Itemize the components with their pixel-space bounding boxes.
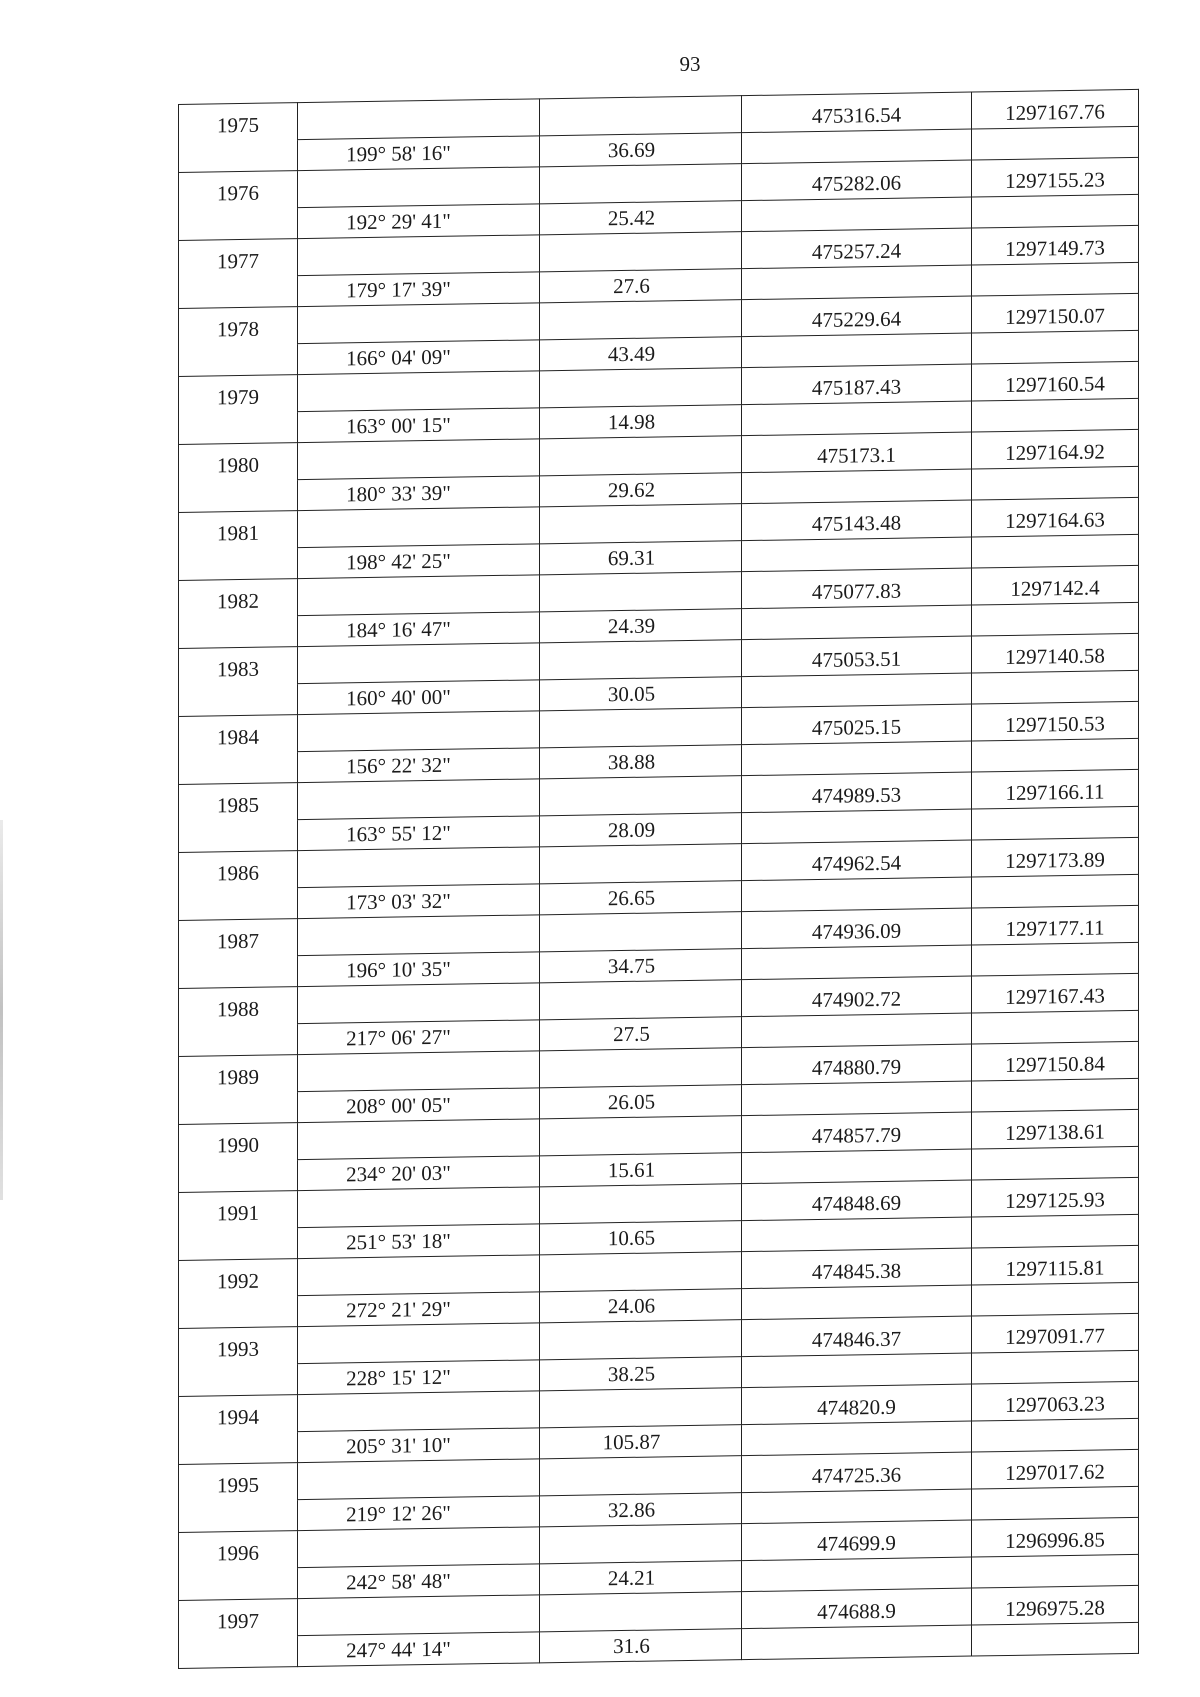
bearing-value: 166° 04' 09" [298,340,540,375]
station-id: 1988 [179,987,298,1026]
empty-cell [298,167,540,208]
station-id: 1993 [179,1327,298,1366]
empty-cell [179,208,298,241]
empty-cell [742,1285,972,1320]
empty-cell [540,164,742,204]
bearing-value: 251° 53' 18" [298,1224,540,1259]
distance-value: 105.87 [540,1425,742,1459]
empty-cell [540,1524,742,1564]
easting-value: 1297150.53 [972,701,1139,741]
empty-cell [540,1116,742,1156]
empty-cell [540,912,742,952]
empty-cell [179,956,298,989]
traverse-table [178,89,1139,1669]
empty-cell [298,1459,540,1500]
northing-value: 474845.38 [742,1248,972,1289]
bearing-value: 160° 40' 00" [298,680,540,715]
bearing-value: 163° 55' 12" [298,816,540,851]
empty-cell [742,537,972,572]
empty-cell [179,480,298,513]
station-id: 1991 [179,1191,298,1230]
empty-cell [540,504,742,544]
distance-value: 26.65 [540,881,742,915]
station-id: 1992 [179,1259,298,1298]
empty-cell [298,1595,540,1636]
distance-value: 14.98 [540,405,742,439]
northing-value: 475053.51 [742,636,972,677]
empty-cell [972,602,1139,636]
northing-value: 474989.53 [742,772,972,813]
bearing-value: 205° 31' 10" [298,1428,540,1463]
empty-cell [298,235,540,276]
empty-cell [540,1388,742,1428]
empty-cell [972,398,1139,432]
distance-value: 29.62 [540,473,742,507]
bearing-value: 228° 15' 12" [298,1360,540,1395]
bearing-value: 219° 12' 26" [298,1496,540,1531]
scan-shadow [0,820,3,1200]
empty-cell [179,548,298,581]
empty-cell [179,276,298,309]
bearing-value: 234° 20' 03" [298,1156,540,1191]
distance-value: 27.6 [540,269,742,303]
empty-cell [742,605,972,640]
easting-value: 1297150.84 [972,1041,1139,1081]
empty-cell [540,1252,742,1292]
bearing-value: 184° 16' 47" [298,612,540,647]
easting-value: 1297142.4 [972,565,1139,605]
bearing-value: 173° 03' 32" [298,884,540,919]
empty-cell [540,436,742,476]
empty-cell [972,534,1139,568]
empty-cell [972,1622,1139,1656]
empty-cell [298,439,540,480]
station-id: 1985 [179,783,298,822]
easting-value: 1297017.62 [972,1449,1139,1489]
distance-value: 26.05 [540,1085,742,1119]
bearing-value: 163° 00' 15" [298,408,540,443]
empty-cell [972,874,1139,908]
easting-value: 1296996.85 [972,1517,1139,1557]
empty-cell [179,1024,298,1057]
empty-cell [972,1078,1139,1112]
empty-cell [540,1048,742,1088]
easting-value: 1297164.63 [972,497,1139,537]
empty-cell [298,915,540,956]
easting-value: 1297140.58 [972,633,1139,673]
empty-cell [179,820,298,853]
empty-cell [972,330,1139,364]
distance-value: 69.31 [540,541,742,575]
empty-cell [179,344,298,377]
station-id: 1977 [179,239,298,278]
empty-cell [972,126,1139,160]
distance-value: 43.49 [540,337,742,371]
easting-value: 1297167.43 [972,973,1139,1013]
northing-value: 475143.48 [742,500,972,541]
empty-cell [742,741,972,776]
empty-cell [298,779,540,820]
empty-cell [742,1625,972,1660]
easting-value: 1297155.23 [972,157,1139,197]
page-number: 93 [679,52,701,76]
northing-value: 474846.37 [742,1316,972,1357]
easting-value: 1297125.93 [972,1177,1139,1217]
empty-cell [540,708,742,748]
distance-value: 24.06 [540,1289,742,1323]
empty-cell [742,469,972,504]
empty-cell [179,684,298,717]
empty-cell [298,1391,540,1432]
distance-value: 24.39 [540,609,742,643]
easting-value: 1297177.11 [972,905,1139,945]
northing-value: 474848.69 [742,1180,972,1221]
distance-value: 27.5 [540,1017,742,1051]
empty-cell [298,99,540,140]
empty-cell [742,197,972,232]
northing-value: 474880.79 [742,1044,972,1085]
bearing-value: 208° 00' 05" [298,1088,540,1123]
distance-value: 38.88 [540,745,742,779]
station-id: 1996 [179,1531,298,1570]
empty-cell [742,333,972,368]
distance-value: 30.05 [540,677,742,711]
easting-value: 1297166.11 [972,769,1139,809]
empty-cell [179,1364,298,1397]
empty-cell [298,1255,540,1296]
northing-value: 475187.43 [742,364,972,405]
bearing-value: 199° 58' 16" [298,136,540,171]
station-id: 1990 [179,1123,298,1162]
traverse-body [179,89,1139,1668]
empty-cell [972,1146,1139,1180]
northing-value: 474699.9 [742,1520,972,1561]
northing-value: 475282.06 [742,160,972,201]
empty-cell [179,888,298,921]
northing-value: 474962.54 [742,840,972,881]
easting-value: 1296975.28 [972,1585,1139,1625]
easting-value: 1297173.89 [972,837,1139,877]
easting-value: 1297115.81 [972,1245,1139,1285]
bearing-value: 242° 58' 48" [298,1564,540,1599]
empty-cell [742,1421,972,1456]
northing-value: 475316.54 [742,92,972,133]
station-id: 1997 [179,1599,298,1638]
empty-cell [742,1149,972,1184]
distance-value: 15.61 [540,1153,742,1187]
empty-cell [972,806,1139,840]
empty-cell [179,412,298,445]
easting-value: 1297164.92 [972,429,1139,469]
empty-cell [972,1282,1139,1316]
empty-cell [540,1456,742,1496]
empty-cell [179,1296,298,1329]
empty-cell [298,847,540,888]
empty-cell [540,300,742,340]
empty-cell [540,844,742,884]
empty-cell [298,1119,540,1160]
empty-cell [972,466,1139,500]
empty-cell [742,1081,972,1116]
station-id: 1981 [179,511,298,550]
station-id: 1976 [179,171,298,210]
empty-cell [540,776,742,816]
empty-cell [179,752,298,785]
empty-cell [298,575,540,616]
empty-cell [298,1187,540,1228]
empty-cell [742,945,972,980]
station-id: 1982 [179,579,298,618]
empty-cell [742,401,972,436]
northing-value: 474857.79 [742,1112,972,1153]
empty-cell [298,711,540,752]
empty-cell [298,1323,540,1364]
station-id: 1989 [179,1055,298,1094]
empty-cell [540,232,742,272]
easting-value: 1297091.77 [972,1313,1139,1353]
empty-cell [179,1092,298,1125]
empty-cell [540,1320,742,1360]
station-id: 1975 [179,103,298,142]
easting-value: 1297167.76 [972,89,1139,129]
northing-value: 474820.9 [742,1384,972,1425]
station-id: 1978 [179,307,298,346]
bearing-value: 180° 33' 39" [298,476,540,511]
distance-value: 34.75 [540,949,742,983]
station-id: 1995 [179,1463,298,1502]
northing-value: 474902.72 [742,976,972,1017]
empty-cell [179,1636,298,1669]
empty-cell [540,1184,742,1224]
easting-value: 1297149.73 [972,225,1139,265]
station-id: 1987 [179,919,298,958]
distance-value: 10.65 [540,1221,742,1255]
empty-cell [298,983,540,1024]
easting-value: 1297160.54 [972,361,1139,401]
bearing-value: 217° 06' 27" [298,1020,540,1055]
empty-cell [742,673,972,708]
easting-value: 1297063.23 [972,1381,1139,1421]
bearing-value: 198° 42' 25" [298,544,540,579]
northing-value: 475077.83 [742,568,972,609]
northing-value: 475257.24 [742,228,972,269]
empty-cell [540,1592,742,1632]
station-id: 1983 [179,647,298,686]
empty-cell [742,1353,972,1388]
empty-cell [298,643,540,684]
empty-cell [179,1160,298,1193]
empty-cell [742,265,972,300]
station-id: 1980 [179,443,298,482]
bearing-value: 179° 17' 39" [298,272,540,307]
empty-cell [298,371,540,412]
distance-value: 28.09 [540,813,742,847]
empty-cell [742,1217,972,1252]
empty-cell [742,1489,972,1524]
station-id: 1979 [179,375,298,414]
empty-cell [972,1554,1139,1588]
northing-value: 475025.15 [742,704,972,745]
empty-cell [972,670,1139,704]
empty-cell [540,368,742,408]
bearing-value: 196° 10' 35" [298,952,540,987]
empty-cell [298,1527,540,1568]
empty-cell [972,194,1139,228]
bearing-value: 272° 21' 29" [298,1292,540,1327]
empty-cell [742,1557,972,1592]
empty-cell [540,980,742,1020]
easting-value: 1297138.61 [972,1109,1139,1149]
empty-cell [972,1214,1139,1248]
empty-cell [179,616,298,649]
empty-cell [742,877,972,912]
empty-cell [179,1568,298,1601]
distance-value: 31.6 [540,1629,742,1663]
empty-cell [298,507,540,548]
empty-cell [972,262,1139,296]
empty-cell [742,1013,972,1048]
station-id: 1986 [179,851,298,890]
northing-value: 474936.09 [742,908,972,949]
empty-cell [179,1500,298,1533]
distance-value: 38.25 [540,1357,742,1391]
empty-cell [972,738,1139,772]
empty-cell [742,809,972,844]
empty-cell [179,1432,298,1465]
empty-cell [972,1350,1139,1384]
empty-cell [179,1228,298,1261]
empty-cell [540,96,742,136]
distance-value: 24.21 [540,1561,742,1595]
empty-cell [972,1010,1139,1044]
empty-cell [298,1051,540,1092]
empty-cell [540,640,742,680]
bearing-value: 156° 22' 32" [298,748,540,783]
easting-value: 1297150.07 [972,293,1139,333]
northing-value: 475173.1 [742,432,972,473]
empty-cell [972,942,1139,976]
empty-cell [298,303,540,344]
distance-value: 32.86 [540,1493,742,1527]
northing-value: 474688.9 [742,1588,972,1629]
distance-value: 36.69 [540,133,742,167]
distance-value: 25.42 [540,201,742,235]
empty-cell [972,1486,1139,1520]
empty-cell [972,1418,1139,1452]
empty-cell [742,129,972,164]
empty-cell [540,572,742,612]
station-id: 1994 [179,1395,298,1434]
station-id: 1984 [179,715,298,754]
northing-value: 475229.64 [742,296,972,337]
bearing-value: 247° 44' 14" [298,1632,540,1667]
bearing-value: 192° 29' 41" [298,204,540,239]
empty-cell [179,140,298,173]
northing-value: 474725.36 [742,1452,972,1493]
